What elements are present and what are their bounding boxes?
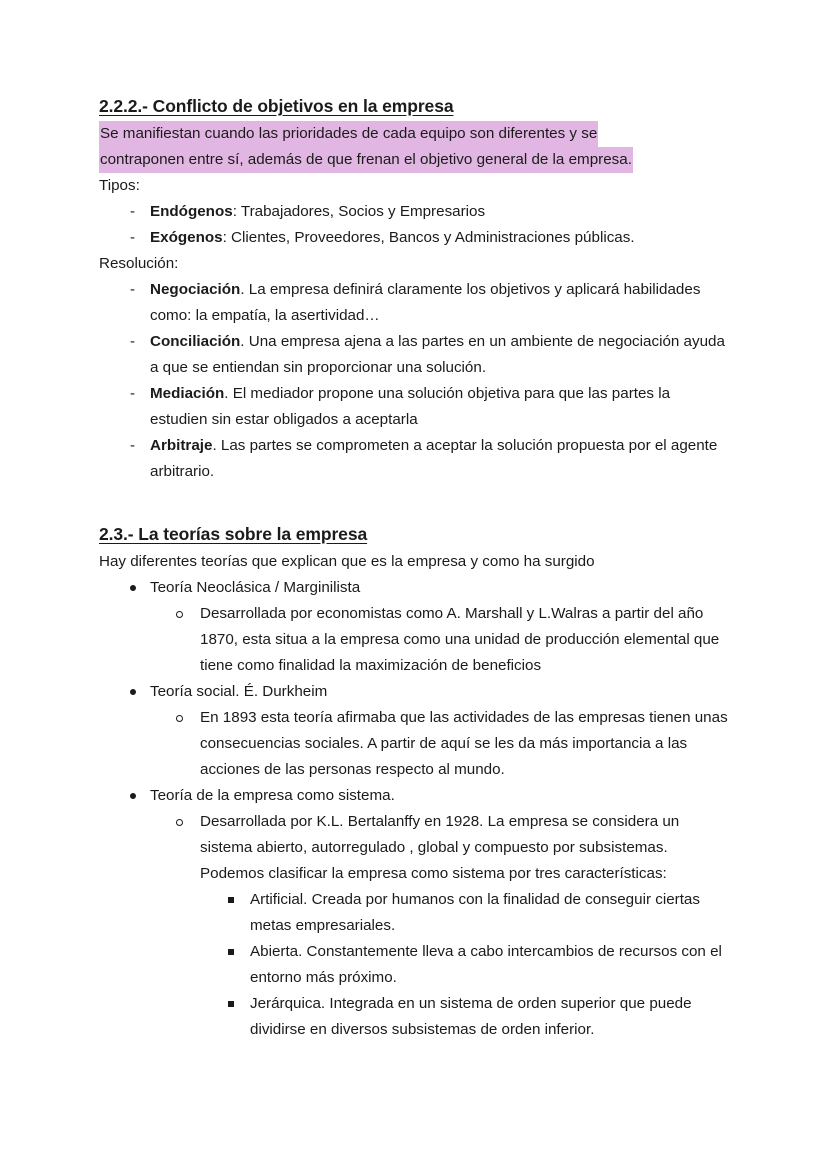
- dash-bullet-icon: -: [130, 333, 136, 350]
- list-item: [99, 433, 729, 485]
- list-item: [200, 991, 729, 1043]
- list-item: [99, 381, 729, 433]
- disc-bullet-icon: [130, 585, 136, 591]
- theory-detail-text: Desarrollada por K.L. Bertalanffy en 1928. La empresa se considera un sistema abierto, autorregulado , global y compuesto por subsistemas. Podemos clasificar la empresa como sistema por tres características:: [200, 813, 680, 882]
- list-item: [99, 783, 729, 1043]
- theory-detail-text: Desarrollada por economistas como A. Marshall y L.Walras a partir del año 1870, esta situa a la empresa como una unidad de producción elemental que tiene como finalidad la maximización de beneficios: [200, 605, 720, 674]
- list-item: [99, 225, 729, 251]
- list-item: [99, 679, 729, 783]
- resolucion-label: Resolución:: [99, 255, 179, 272]
- theories-list: [99, 575, 729, 1043]
- dash-bullet-icon: -: [130, 229, 136, 246]
- disc-bullet-icon: [130, 689, 136, 695]
- square-bullet-icon: [228, 1001, 234, 1007]
- square-bullet-icon: [228, 949, 234, 955]
- dash-bullet-icon: -: [130, 437, 136, 454]
- list-item: [200, 887, 729, 939]
- circle-bullet-icon: [176, 715, 183, 722]
- list-item-term: Exógenos: [150, 229, 223, 246]
- list-item: [150, 705, 729, 783]
- highlight-line-2: contraponen entre sí, además de que frenan el objetivo general de la empresa.: [99, 147, 633, 173]
- list-item-text: . El mediador propone una solución objetiva para que las partes la estudien sin estar obligados a aceptarla: [150, 385, 671, 428]
- list-item: [99, 199, 729, 225]
- list-item-term: Negociación: [150, 281, 241, 298]
- document-body: [99, 93, 729, 1043]
- resolucion-list: [99, 277, 729, 485]
- list-item: [99, 277, 729, 329]
- list-item: [99, 329, 729, 381]
- list-item: [150, 601, 729, 679]
- list-item-text: . La empresa definirá claramente los objetivos y aplicará habilidades como: la empatía, la asertividad…: [150, 281, 701, 324]
- characteristics-list: [200, 887, 729, 1043]
- dash-bullet-icon: -: [130, 281, 136, 298]
- list-item-term: Mediación: [150, 385, 225, 402]
- section-heading-222: 2.2.2.- Conflicto de objetivos en la empresa: [99, 96, 454, 116]
- list-item: [200, 939, 729, 991]
- circle-bullet-icon: [176, 611, 183, 618]
- list-item-text: . Una empresa ajena a las partes en un ambiente de negociación ayuda a que se entiendan sin proporcionar una solución.: [150, 333, 725, 376]
- characteristic-text: Abierta. Constantemente lleva a cabo intercambios de recursos con el entorno más próximo.: [250, 943, 722, 986]
- theory-details-list: [150, 809, 729, 1043]
- theory-title: Teoría de la empresa como sistema.: [150, 787, 395, 804]
- characteristic-text: Artificial. Creada por humanos con la finalidad de conseguir ciertas metas empresariales.: [250, 891, 700, 934]
- list-item: [150, 809, 729, 1043]
- theory-details-list: [150, 705, 729, 783]
- list-item-term: Conciliación: [150, 333, 241, 350]
- list-item: [99, 575, 729, 679]
- list-item-term: Endógenos: [150, 203, 233, 220]
- list-item-text: . Las partes se comprometen a aceptar la solución propuesta por el agente arbitrario.: [150, 437, 718, 480]
- list-item-text: : Clientes, Proveedores, Bancos y Administraciones públicas.: [222, 229, 635, 246]
- tipos-list: [99, 199, 729, 251]
- characteristic-text: Jerárquica. Integrada en un sistema de orden superior que puede dividirse en diversos subsistemas de orden inferior.: [250, 995, 692, 1038]
- highlighted-paragraph: [99, 121, 729, 173]
- theory-title: Teoría Neoclásica / Marginilista: [150, 579, 361, 596]
- list-item-text: : Trabajadores, Socios y Empresarios: [232, 203, 486, 220]
- dash-bullet-icon: -: [130, 203, 136, 220]
- tipos-label: Tipos:: [99, 177, 140, 194]
- theory-details-list: [150, 601, 729, 679]
- circle-bullet-icon: [176, 819, 183, 826]
- highlight-line-1: Se manifiestan cuando las prioridades de cada equipo son diferentes y se: [99, 121, 598, 147]
- section-23-intro: Hay diferentes teorías que explican que es la empresa y como ha surgido: [99, 553, 595, 570]
- square-bullet-icon: [228, 897, 234, 903]
- disc-bullet-icon: [130, 793, 136, 799]
- section-heading-23: 2.3.- La teorías sobre la empresa: [99, 524, 368, 544]
- list-item-term: Arbitraje: [150, 437, 213, 454]
- dash-bullet-icon: -: [130, 385, 136, 402]
- theory-detail-text: En 1893 esta teoría afirmaba que las actividades de las empresas tienen unas consecuencias sociales. A partir de aquí se les da más importancia a las acciones de las personas respecto al mundo.: [200, 709, 728, 778]
- theory-title: Teoría social. É. Durkheim: [150, 683, 328, 700]
